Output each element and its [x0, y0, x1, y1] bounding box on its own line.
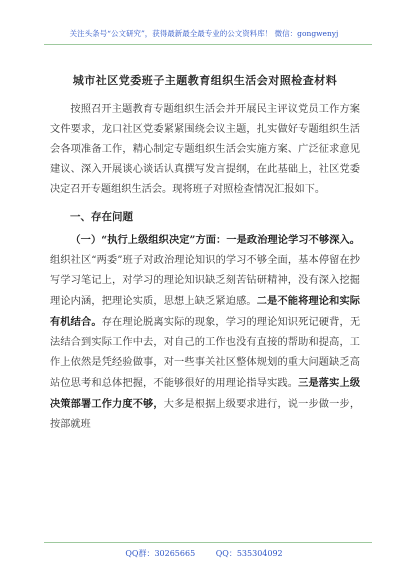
document-body [50, 62, 360, 435]
point-text-3: 大多是根据上级要求进行，说一步做一步，按部就班 [50, 399, 361, 430]
document-title: 城市社区党委班子主题教育组织生活会对照检查材料 [72, 74, 338, 87]
point-bold-3: 三是落实上级决策部署工作力度不够， [50, 377, 361, 410]
footer-qq: QQ：535304092 [215, 549, 283, 558]
footer-qq-group: QQ群：30265665 [125, 549, 196, 558]
problem-paragraph [50, 230, 360, 435]
point-text-2: 存在理论脱离实际的现象，学习的理论知识死记硬背，无法结合到实际工作中去，对自己的工作也没有直接的帮助和提高，工作上依然是凭经验做事，对一些事关社区整体规划的重大问题缺乏高站位思考和总体把握，不能够很好的用理论指导实践。 [50, 317, 361, 389]
footer [0, 548, 408, 559]
point-lead: （一）“执行上级组织决定”方面：一是政治理论学习不够深入。 [70, 234, 360, 246]
header-divider [44, 44, 372, 45]
header-banner: 关注头条号“公文研究”，获得最新最全最专业的公文资料库！ 微信：gongwenyj [69, 29, 339, 38]
section-heading: 一、存在问题 [70, 211, 133, 223]
point-bold-2: 二是不能将理论和实际有机结合。 [50, 295, 360, 328]
footer-divider [44, 542, 372, 543]
point-text-1: 组织社区“两委”班子对政治理论知识的学习不够全面，基本停留在抄写学习笔记上，对学习的理论知识缺乏刻苦钻研精神，没有深入挖掘理论内涵，把理论实质，思想上缺乏紧迫感。 [50, 255, 360, 307]
intro-paragraph: 按照召开主题教育专题组织生活会并开展民主评议党员工作方案文件要求，龙口社区党委紧紧围绕会议主题，扎实做好专题组织生活会各项准备工作，精心制定专题组织生活会实施方案、广泛征求意见建议、深入开展谈心谈话认真撰写发言提纲，在此基础上，社区党委决定召开专题组织生活会。现将班子对照检查情况汇报如下。 [50, 104, 360, 195]
